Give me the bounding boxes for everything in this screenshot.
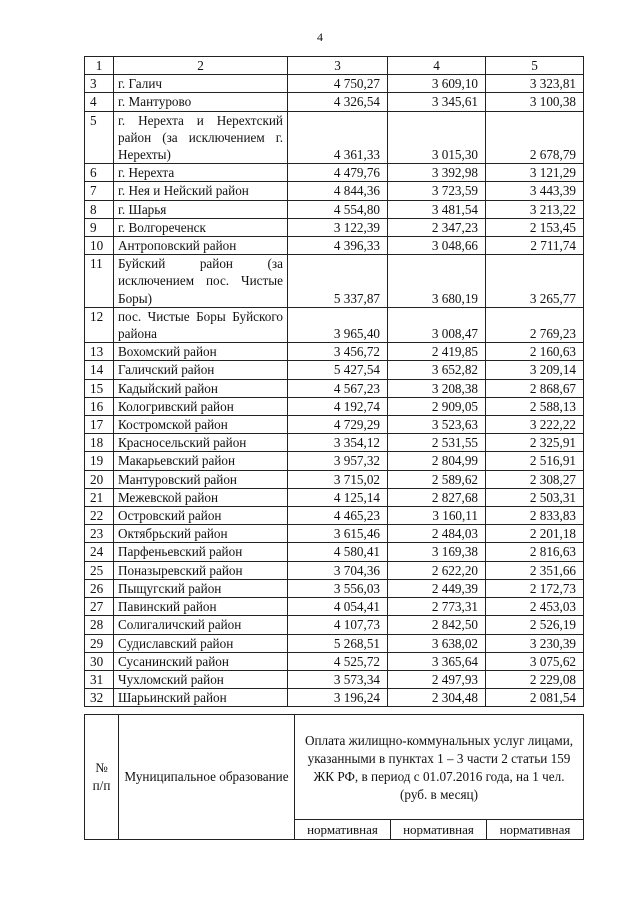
tariff-table: [84, 56, 584, 707]
value-col-5: 2 833,83: [486, 507, 584, 525]
municipality-name: Сусанинский район: [114, 652, 288, 670]
value-col-5: 2 201,18: [486, 525, 584, 543]
value-col-4: 2 449,39: [388, 579, 486, 597]
value-col-4: 2 622,20: [388, 561, 486, 579]
value-col-5: 2 711,74: [486, 237, 584, 255]
value-col-3: 4 326,54: [288, 93, 388, 111]
value-col-3: 4 525,72: [288, 652, 388, 670]
value-col-4: 3 481,54: [388, 200, 486, 218]
value-col-5: 2 325,91: [486, 434, 584, 452]
value-col-4: 2 804,99: [388, 452, 486, 470]
row-number: 11: [85, 255, 114, 308]
value-col-3: 4 580,41: [288, 543, 388, 561]
value-col-5: 3 213,22: [486, 200, 584, 218]
table-row: [85, 543, 584, 561]
municipality-name: г. Нерехта и Нерехтский район (за исключением г. Нерехты): [114, 111, 288, 164]
next-table-header: [84, 714, 584, 840]
value-col-3: 4 107,73: [288, 616, 388, 634]
value-col-4: 3 048,66: [388, 237, 486, 255]
table-row: [85, 397, 584, 415]
value-col-3: 3 122,39: [288, 218, 388, 236]
column-number-label: № п/п: [85, 715, 119, 840]
sub-header-normative: нормативная: [487, 820, 584, 840]
row-number: 20: [85, 470, 114, 488]
value-col-3: 5 337,87: [288, 255, 388, 308]
value-col-3: 4 054,41: [288, 598, 388, 616]
row-number: 12: [85, 307, 114, 342]
row-number: 14: [85, 361, 114, 379]
table-row: [85, 652, 584, 670]
municipality-name: г. Нерехта: [114, 164, 288, 182]
value-col-4: 2 484,03: [388, 525, 486, 543]
value-col-3: 4 361,33: [288, 111, 388, 164]
value-col-3: 3 573,34: [288, 670, 388, 688]
table-row: [85, 434, 584, 452]
row-number: 15: [85, 379, 114, 397]
value-col-5: 3 443,39: [486, 182, 584, 200]
value-col-5: 2 588,13: [486, 397, 584, 415]
value-col-3: 4 479,76: [288, 164, 388, 182]
row-number: 27: [85, 598, 114, 616]
municipality-name: пос. Чистые Боры Буйского района: [114, 307, 288, 342]
value-col-4: 2 531,55: [388, 434, 486, 452]
value-col-5: 3 100,38: [486, 93, 584, 111]
table-row: [85, 670, 584, 688]
municipality-name: Галичский район: [114, 361, 288, 379]
row-number: 25: [85, 561, 114, 579]
value-col-3: 3 957,32: [288, 452, 388, 470]
table-row: [85, 164, 584, 182]
header-cell: 4: [388, 57, 486, 75]
value-col-4: 3 680,19: [388, 255, 486, 308]
municipality-name: Пыщугский район: [114, 579, 288, 597]
value-col-5: 2 503,31: [486, 488, 584, 506]
value-col-4: 2 497,93: [388, 670, 486, 688]
table-row: [85, 200, 584, 218]
header-cell: 3: [288, 57, 388, 75]
value-col-3: 4 567,23: [288, 379, 388, 397]
value-col-4: 3 008,47: [388, 307, 486, 342]
row-number: 22: [85, 507, 114, 525]
table-row: [85, 237, 584, 255]
value-col-4: 2 827,68: [388, 488, 486, 506]
row-number: 31: [85, 670, 114, 688]
value-col-5: 2 453,03: [486, 598, 584, 616]
municipality-name: г. Мантурово: [114, 93, 288, 111]
table-header-row: [85, 57, 584, 75]
table-row: [85, 416, 584, 434]
municipality-name: Красносельский район: [114, 434, 288, 452]
value-col-5: 2 868,67: [486, 379, 584, 397]
municipality-name: Макарьевский район: [114, 452, 288, 470]
row-number: 24: [85, 543, 114, 561]
table-row: [85, 579, 584, 597]
table-row: [85, 255, 584, 308]
value-col-5: 3 265,77: [486, 255, 584, 308]
table-row: [85, 598, 584, 616]
municipality-name: г. Шарья: [114, 200, 288, 218]
table-row: [85, 507, 584, 525]
value-col-3: 4 125,14: [288, 488, 388, 506]
header-cell: 1: [85, 57, 114, 75]
row-number: 28: [85, 616, 114, 634]
table-row: [85, 689, 584, 707]
value-col-4: 2 589,62: [388, 470, 486, 488]
payment-caption: Оплата жилищно-коммунальных услуг лицами, указанными в пунктах 1 – 3 части 2 статьи 159 ЖК РФ, в период с 01.07.2016 года, на 1 чел. (руб. в месяц): [295, 715, 584, 820]
row-number: 3: [85, 75, 114, 93]
municipality-name: Межевской район: [114, 488, 288, 506]
table-row: [85, 75, 584, 93]
value-col-4: 3 392,98: [388, 164, 486, 182]
value-col-4: 3 609,10: [388, 75, 486, 93]
row-number: 8: [85, 200, 114, 218]
value-col-3: 3 354,12: [288, 434, 388, 452]
value-col-5: 2 516,91: [486, 452, 584, 470]
municipality-name: Вохомский район: [114, 343, 288, 361]
value-col-5: 2 678,79: [486, 111, 584, 164]
row-number: 30: [85, 652, 114, 670]
value-col-5: 2 816,63: [486, 543, 584, 561]
value-col-5: 3 121,29: [486, 164, 584, 182]
value-col-3: 3 704,36: [288, 561, 388, 579]
sub-header-normative: нормативная: [391, 820, 487, 840]
table-row: [85, 634, 584, 652]
municipality-name: Мантуровский район: [114, 470, 288, 488]
municipality-name: г. Волгореченск: [114, 218, 288, 236]
municipality-name: Антроповский район: [114, 237, 288, 255]
municipality-name: Шарьинский район: [114, 689, 288, 707]
value-col-3: 5 427,54: [288, 361, 388, 379]
column-name-label: Муниципальное образование: [119, 715, 295, 840]
value-col-5: 2 351,66: [486, 561, 584, 579]
value-col-4: 2 909,05: [388, 397, 486, 415]
table-row: [85, 488, 584, 506]
value-col-5: 2 526,19: [486, 616, 584, 634]
value-col-4: 3 160,11: [388, 507, 486, 525]
municipality-name: г. Нея и Нейский район: [114, 182, 288, 200]
value-col-4: 3 208,38: [388, 379, 486, 397]
value-col-3: 4 465,23: [288, 507, 388, 525]
row-number: 18: [85, 434, 114, 452]
row-number: 10: [85, 237, 114, 255]
municipality-name: Парфеньевский район: [114, 543, 288, 561]
table-row: [85, 307, 584, 342]
row-number: 13: [85, 343, 114, 361]
table-row: [85, 470, 584, 488]
municipality-name: Судиславский район: [114, 634, 288, 652]
table-row: [85, 379, 584, 397]
value-col-5: 2 769,23: [486, 307, 584, 342]
value-col-5: 2 229,08: [486, 670, 584, 688]
row-number: 21: [85, 488, 114, 506]
value-col-3: 3 456,72: [288, 343, 388, 361]
value-col-4: 3 638,02: [388, 634, 486, 652]
value-col-5: 2 081,54: [486, 689, 584, 707]
row-number: 32: [85, 689, 114, 707]
value-col-3: 4 729,29: [288, 416, 388, 434]
value-col-3: 4 192,74: [288, 397, 388, 415]
municipality-name: Островский район: [114, 507, 288, 525]
value-col-5: 2 160,63: [486, 343, 584, 361]
row-number: 5: [85, 111, 114, 164]
value-col-4: 2 419,85: [388, 343, 486, 361]
value-col-4: 2 347,23: [388, 218, 486, 236]
value-col-3: 5 268,51: [288, 634, 388, 652]
value-col-5: 3 323,81: [486, 75, 584, 93]
row-number: 29: [85, 634, 114, 652]
value-col-3: 3 715,02: [288, 470, 388, 488]
value-col-3: 3 556,03: [288, 579, 388, 597]
municipality-name: Буйский район (за исключением пос. Чистые Боры): [114, 255, 288, 308]
table-row: [85, 361, 584, 379]
table-row: [85, 111, 584, 164]
value-col-3: 3 965,40: [288, 307, 388, 342]
value-col-5: 3 209,14: [486, 361, 584, 379]
value-col-3: 3 615,46: [288, 525, 388, 543]
value-col-4: 3 169,38: [388, 543, 486, 561]
row-number: 7: [85, 182, 114, 200]
value-col-4: 2 773,31: [388, 598, 486, 616]
municipality-name: Октябрьский район: [114, 525, 288, 543]
header-cell: 2: [114, 57, 288, 75]
row-number: 17: [85, 416, 114, 434]
table-row: [85, 452, 584, 470]
value-col-4: 2 842,50: [388, 616, 486, 634]
municipality-name: Солигаличский район: [114, 616, 288, 634]
row-number: 9: [85, 218, 114, 236]
value-col-3: 4 844,36: [288, 182, 388, 200]
value-col-5: 3 230,39: [486, 634, 584, 652]
municipality-name: Кологривский район: [114, 397, 288, 415]
municipality-name: г. Галич: [114, 75, 288, 93]
value-col-4: 3 723,59: [388, 182, 486, 200]
value-col-4: 3 652,82: [388, 361, 486, 379]
municipality-name: Костромской район: [114, 416, 288, 434]
value-col-5: 3 075,62: [486, 652, 584, 670]
value-col-5: 2 172,73: [486, 579, 584, 597]
value-col-5: 2 153,45: [486, 218, 584, 236]
table-row: [85, 218, 584, 236]
table-row: [85, 616, 584, 634]
municipality-name: Чухломский район: [114, 670, 288, 688]
page-number: 4: [317, 30, 323, 44]
row-number: 4: [85, 93, 114, 111]
value-col-3: 4 750,27: [288, 75, 388, 93]
table-row: [85, 561, 584, 579]
table-row: [85, 343, 584, 361]
row-number: 26: [85, 579, 114, 597]
row-number: 23: [85, 525, 114, 543]
municipality-name: Поназыревский район: [114, 561, 288, 579]
value-col-4: 3 345,61: [388, 93, 486, 111]
row-number: 19: [85, 452, 114, 470]
municipality-name: Павинский район: [114, 598, 288, 616]
table-row: [85, 525, 584, 543]
row-number: 6: [85, 164, 114, 182]
table-row: [85, 182, 584, 200]
value-col-3: 3 196,24: [288, 689, 388, 707]
value-col-3: 4 396,33: [288, 237, 388, 255]
table-row: [85, 93, 584, 111]
value-col-4: 3 015,30: [388, 111, 486, 164]
value-col-4: 3 365,64: [388, 652, 486, 670]
value-col-4: 2 304,48: [388, 689, 486, 707]
sub-header-normative: нормативная: [295, 820, 391, 840]
municipality-name: Кадыйский район: [114, 379, 288, 397]
value-col-5: 3 222,22: [486, 416, 584, 434]
row-number: 16: [85, 397, 114, 415]
value-col-4: 3 523,63: [388, 416, 486, 434]
value-col-3: 4 554,80: [288, 200, 388, 218]
value-col-5: 2 308,27: [486, 470, 584, 488]
header-cell: 5: [486, 57, 584, 75]
